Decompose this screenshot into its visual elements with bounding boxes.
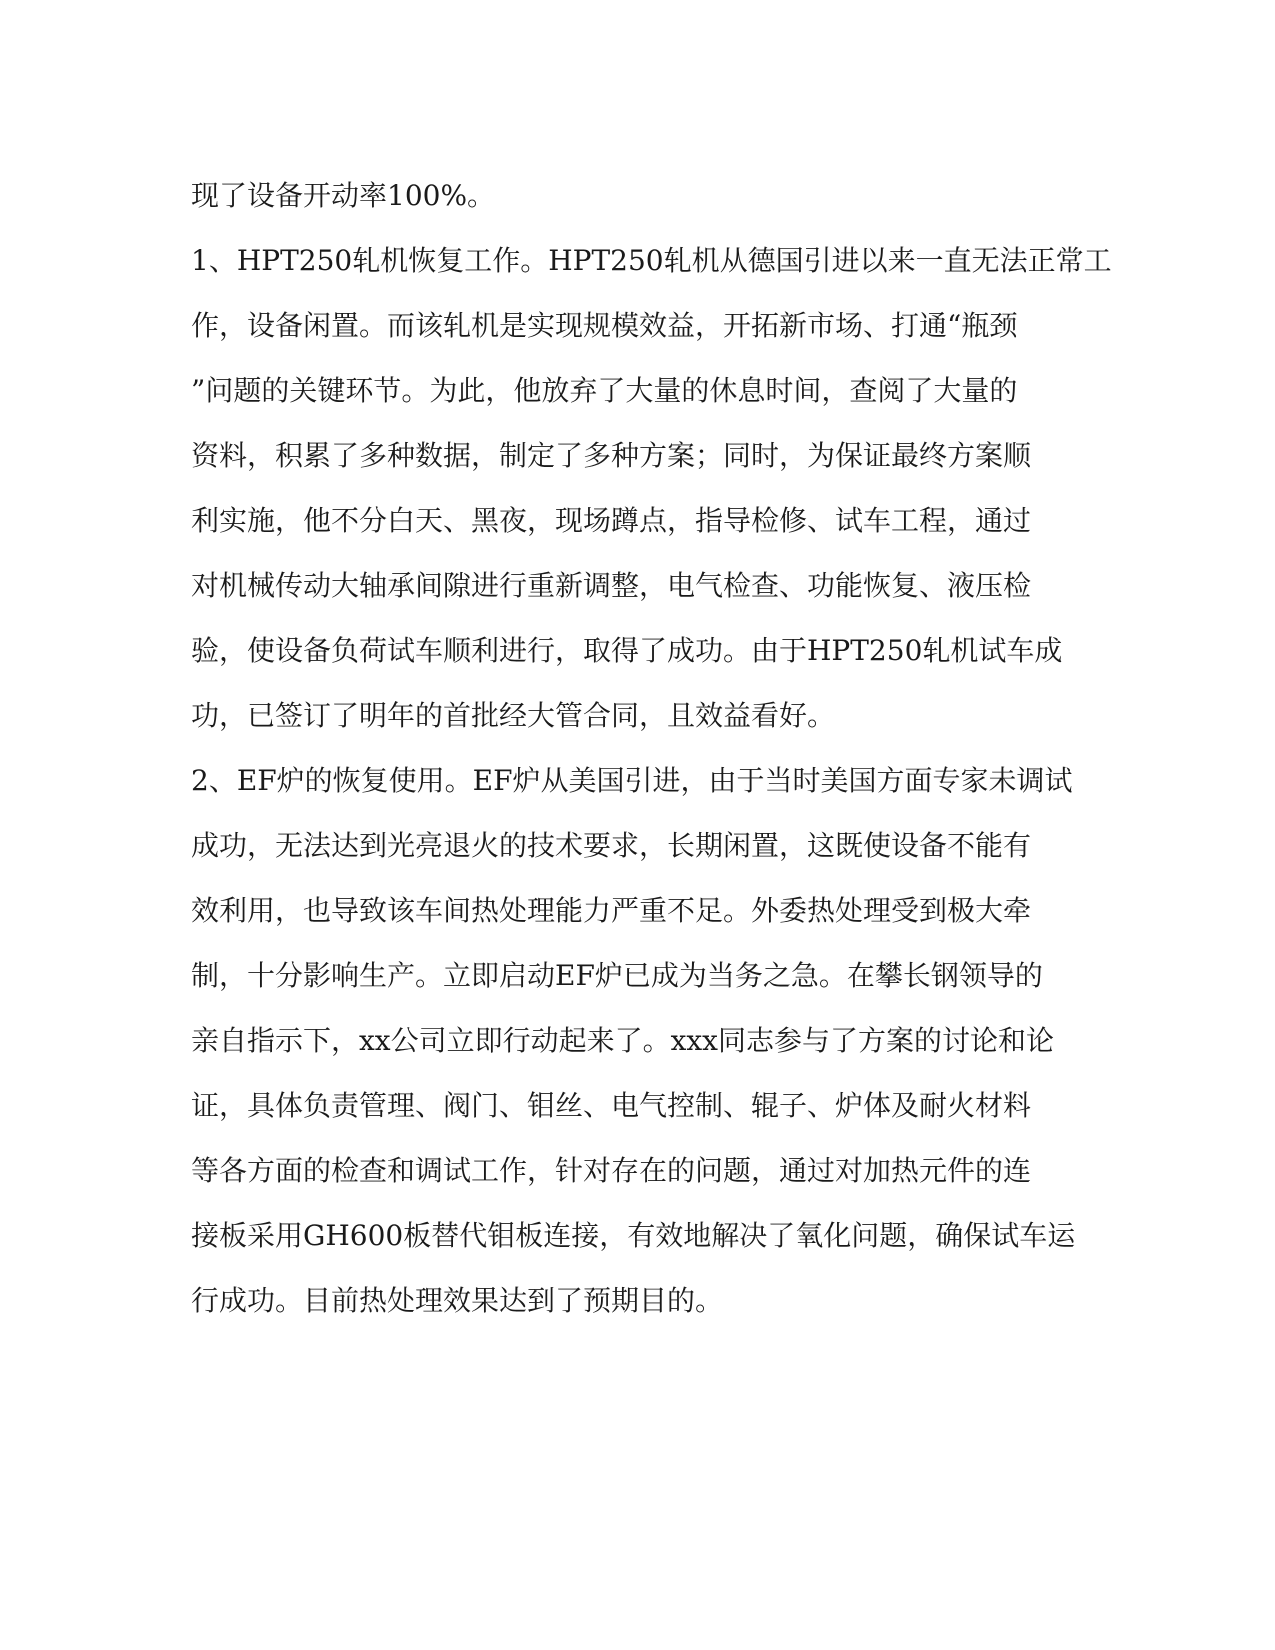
text-line: 1、HPT250轧机恢复工作。HPT250轧机从德国引进以来一直无法正常工 xyxy=(191,244,1112,277)
text-line: 行成功。目前热处理效果达到了预期目的。 xyxy=(191,1284,724,1317)
text-line: ”问题的关键环节。为此，他放弃了大量的休息时间，查阅了大量的 xyxy=(191,374,1018,407)
text-line: 亲自指示下，xx公司立即行动起来了。xxx同志参与了方案的讨论和论 xyxy=(191,1024,1054,1057)
text-line: 证，具体负责管理、阀门、钼丝、电气控制、辊子、炉体及耐火材料 xyxy=(191,1089,1032,1122)
body-text xyxy=(191,163,1112,1333)
text-line: 功，已签订了明年的首批经大管合同，且效益看好。 xyxy=(191,699,836,732)
text-line: 现了设备开动率100%。 xyxy=(191,179,496,212)
text-line: 2、EF炉的恢复使用。EF炉从美国引进，由于当时美国方面专家未调试 xyxy=(191,764,1073,797)
text-line: 对机械传动大轴承间隙进行重新调整，电气检查、功能恢复、液压检 xyxy=(191,569,1032,602)
text-line: 成功，无法达到光亮退火的技术要求，长期闲置，这既使设备不能有 xyxy=(191,829,1032,862)
text-line: 等各方面的检查和调试工作，针对存在的问题，通过对加热元件的连 xyxy=(191,1154,1032,1187)
text-line: 制，十分影响生产。立即启动EF炉已成为当务之急。在攀长钢领导的 xyxy=(191,959,1043,992)
text-line: 作，设备闲置。而该轧机是实现规模效益，开拓新市场、打通“瓶颈 xyxy=(191,309,1018,342)
text-line: 资料，积累了多种数据，制定了多种方案；同时，为保证最终方案顺 xyxy=(191,439,1032,472)
text-line: 验，使设备负荷试车顺利进行，取得了成功。由于HPT250轧机试车成 xyxy=(191,634,1063,667)
text-line: 效利用，也导致该车间热处理能力严重不足。外委热处理受到极大牵 xyxy=(191,894,1032,927)
text-line: 接板采用GH600板替代钼板连接，有效地解决了氧化问题，确保试车运 xyxy=(191,1219,1076,1252)
text-line: 利实施，他不分白天、黑夜，现场蹲点，指导检修、试车工程，通过 xyxy=(191,504,1032,537)
